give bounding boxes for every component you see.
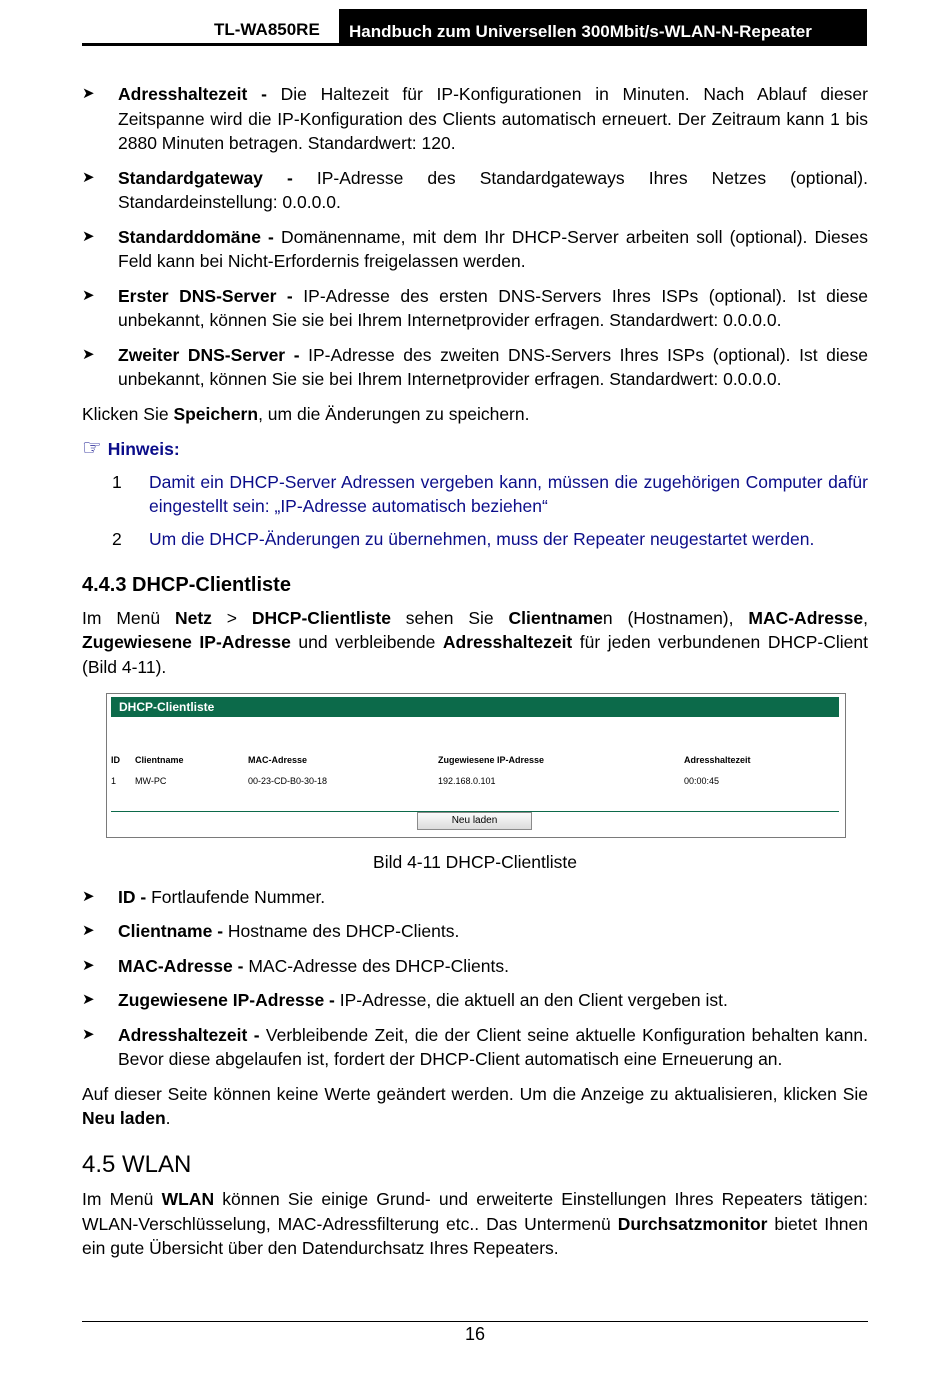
column-header-id: ID [111, 755, 120, 765]
bullet-term: Zweiter DNS-Server - [118, 344, 300, 365]
bullet-term: Standarddomäne - [118, 226, 274, 247]
bullet-text: Die Haltezeit für IP-Konfigurationen in Minuten. Nach Ablauf dieser Zeitspanne wird die IP-Konfiguration des Clients automatisch erneuert. Der Zeitraum kann 1 bis 2880 Minuten betragen. Standardwert: 120. [118, 84, 868, 153]
bullet-erster-dns [82, 284, 868, 333]
bold-run: Neu laden [82, 1108, 166, 1128]
header-model: TL-WA850RE [214, 20, 320, 39]
pointing-hand-icon: ☞ [82, 435, 102, 460]
text-run: , um die Änderungen zu speichern. [258, 403, 530, 424]
bold-run: DHCP-Clientliste [251, 607, 391, 628]
arrow-bullet-icon: ➤ [82, 168, 95, 186]
bullet-text: IP-Adresse des zweiten DNS-Servers Ihres ISPs (optional). Ist diese unbekannt, können Sie sie bei Ihrem Internetprovider erfragen. Standardwert: 0.0.0.0. [118, 344, 868, 389]
text-run: , [863, 607, 868, 628]
column-header-leasetime: Adresshaltezeit [684, 755, 751, 765]
section-4-4-3-paragraph [82, 606, 868, 680]
table-cell-ip: 192.168.0.101 [438, 776, 496, 786]
text-run: Auf dieser Seite können keine Werte geändert werden. Um die Anzeige zu aktualisieren, klicken Sie [82, 1083, 868, 1104]
section-heading-4-4-3: 4.4.3 DHCP-Clientliste [82, 574, 291, 596]
figure-caption: Bild 4-11 DHCP-Clientliste [373, 852, 577, 872]
bullet-text: IP-Adresse des ersten DNS-Servers Ihres ISPs (optional). Ist diese unbekannt, können Sie sie bei Ihrem Internetprovider erfragen. Standardwert: 0.0.0.0. [118, 285, 869, 330]
bullet-text: IP-Adresse des Standardgateways Ihres Netzes (optional). Standardeinstellung: 0.0.0.0. [118, 167, 868, 212]
note-text: Um die DHCP-Änderungen zu übernehmen, muss der Repeater neugestartet werden. [149, 528, 815, 549]
bullet-term: Adresshaltezeit - [118, 1024, 260, 1045]
note-item [82, 527, 868, 552]
bold-run: Netz [174, 607, 212, 628]
column-header-ip: Zugewiesene IP-Adresse [438, 755, 545, 765]
save-paragraph [82, 402, 868, 427]
bullet-zweiter-dns [82, 343, 868, 392]
arrow-bullet-icon: ➤ [82, 1025, 95, 1043]
dhcp-clientlist-screenshot [106, 693, 846, 838]
text-run: können Sie einige Grund- und erweiterte Einstellungen Ihres Repeaters tätigen: WLAN-Verschlüsselung, MAC-Adressfilterung etc.. Das Untermenü [82, 1189, 868, 1234]
text-run: sehen Sie [390, 607, 509, 628]
note-text: Damit ein DHCP-Server Adressen vergeben kann, müssen die zugehörigen Computer dafür eingestellt sein: „IP-Adresse automatisch beziehen“ [149, 471, 868, 516]
bullet-text: Hostname des DHCP-Clients. [223, 921, 460, 941]
bullet-text: Domänenname, mit dem Ihr DHCP-Server arbeiten soll (optional). Dieses Feld kann bei Nicht-Erfordernis freigelassen werden. [118, 226, 868, 271]
bullet-term: Zugewiesene IP-Adresse - [118, 990, 335, 1010]
bullet-text: IP-Adresse, die aktuell an den Client vergeben ist. [334, 990, 728, 1010]
reload-button[interactable]: Neu laden [417, 812, 532, 830]
bullet-term: Adresshaltezeit - [118, 84, 267, 104]
bullet-adresshaltezeit [82, 82, 868, 156]
bullet-standarddomaene [82, 225, 868, 274]
text-run: > [211, 607, 252, 628]
bullet-term: Standardgateway - [118, 167, 293, 188]
bold-run: Speichern [173, 403, 259, 424]
bullet-term: Clientname - [118, 921, 224, 941]
bullet-zugewiesene-ip [82, 988, 868, 1013]
arrow-bullet-icon: ➤ [82, 85, 95, 102]
table-cell-id: 1 [111, 776, 117, 786]
bold-run: Adresshaltezeit [442, 632, 573, 652]
bullet-adresshaltezeit-2 [82, 1023, 868, 1072]
text-run: Im Menü [82, 1189, 162, 1209]
note-number: 1 [112, 471, 122, 492]
table-cell-mac: 00-23-CD-B0-30-18 [248, 776, 328, 786]
bullet-clientname [82, 919, 868, 944]
note-number: 2 [112, 528, 122, 549]
bold-run: Zugewiesene IP-Adresse [82, 632, 291, 652]
bold-run: MAC-Adresse [748, 607, 864, 628]
page-number: 16 [464, 1324, 486, 1344]
arrow-bullet-icon: ➤ [82, 956, 95, 974]
bullet-term: MAC-Adresse - [118, 955, 244, 976]
section-heading-4-5: 4.5 WLAN [82, 1150, 192, 1178]
bold-run: Clientname [508, 607, 603, 628]
text-run: n (Hostnamen), [602, 607, 749, 628]
arrow-bullet-icon: ➤ [82, 345, 95, 363]
bullet-mac-adresse [82, 954, 868, 979]
page-content [82, 82, 868, 1271]
text-run: bietet Ihnen ein gute Übersicht über den Datendurchsatz Ihres Repeaters. [82, 1213, 869, 1258]
text-run: Im Menü [82, 607, 175, 628]
bullet-id [82, 885, 868, 910]
refresh-paragraph [82, 1082, 868, 1131]
arrow-bullet-icon: ➤ [82, 887, 95, 905]
arrow-bullet-icon: ➤ [82, 922, 95, 939]
text-run: Klicken Sie [82, 403, 174, 424]
note-heading [82, 436, 868, 462]
bullet-text: MAC-Adresse des DHCP-Clients. [243, 955, 509, 976]
bullet-text: Fortlaufende Nummer. [146, 886, 326, 907]
text-run: . [165, 1108, 171, 1128]
column-header-clientname: Clientname [135, 755, 184, 765]
bold-run: Durchsatzmonitor [617, 1213, 768, 1234]
figure-title-bar: DHCP-Clientliste [111, 697, 839, 717]
text-run: für jeden verbundenen DHCP-Client (Bild 4-11). [82, 632, 868, 677]
bullet-term: Erster DNS-Server - [118, 285, 293, 306]
header-title: Handbuch zum Universellen 300Mbit/s-WLAN-N-Repeater [339, 9, 867, 45]
arrow-bullet-icon: ➤ [82, 991, 95, 1008]
table-cell-clientname: MW-PC [135, 776, 167, 786]
arrow-bullet-icon: ➤ [82, 286, 95, 304]
bullet-term: ID - [118, 886, 147, 907]
note-title: Hinweis: [107, 439, 180, 459]
column-header-mac: MAC-Adresse [248, 755, 308, 765]
table-cell-leasetime: 00:00:45 [684, 776, 720, 786]
section-4-5-paragraph [82, 1187, 868, 1261]
header-rule [82, 43, 867, 46]
text-run: und verbleibende [290, 632, 443, 652]
bold-run: WLAN [161, 1189, 215, 1209]
bullet-text: Verbleibende Zeit, die der Client seine aktuelle Konfiguration behalten kann. Bevor diese abgelaufen ist, fordert der DHCP-Client automatisch eine Erneuerung an. [118, 1024, 868, 1069]
arrow-bullet-icon: ➤ [82, 227, 95, 245]
note-item [82, 470, 868, 519]
footer-rule [82, 1321, 868, 1322]
bullet-standardgateway [82, 166, 868, 215]
